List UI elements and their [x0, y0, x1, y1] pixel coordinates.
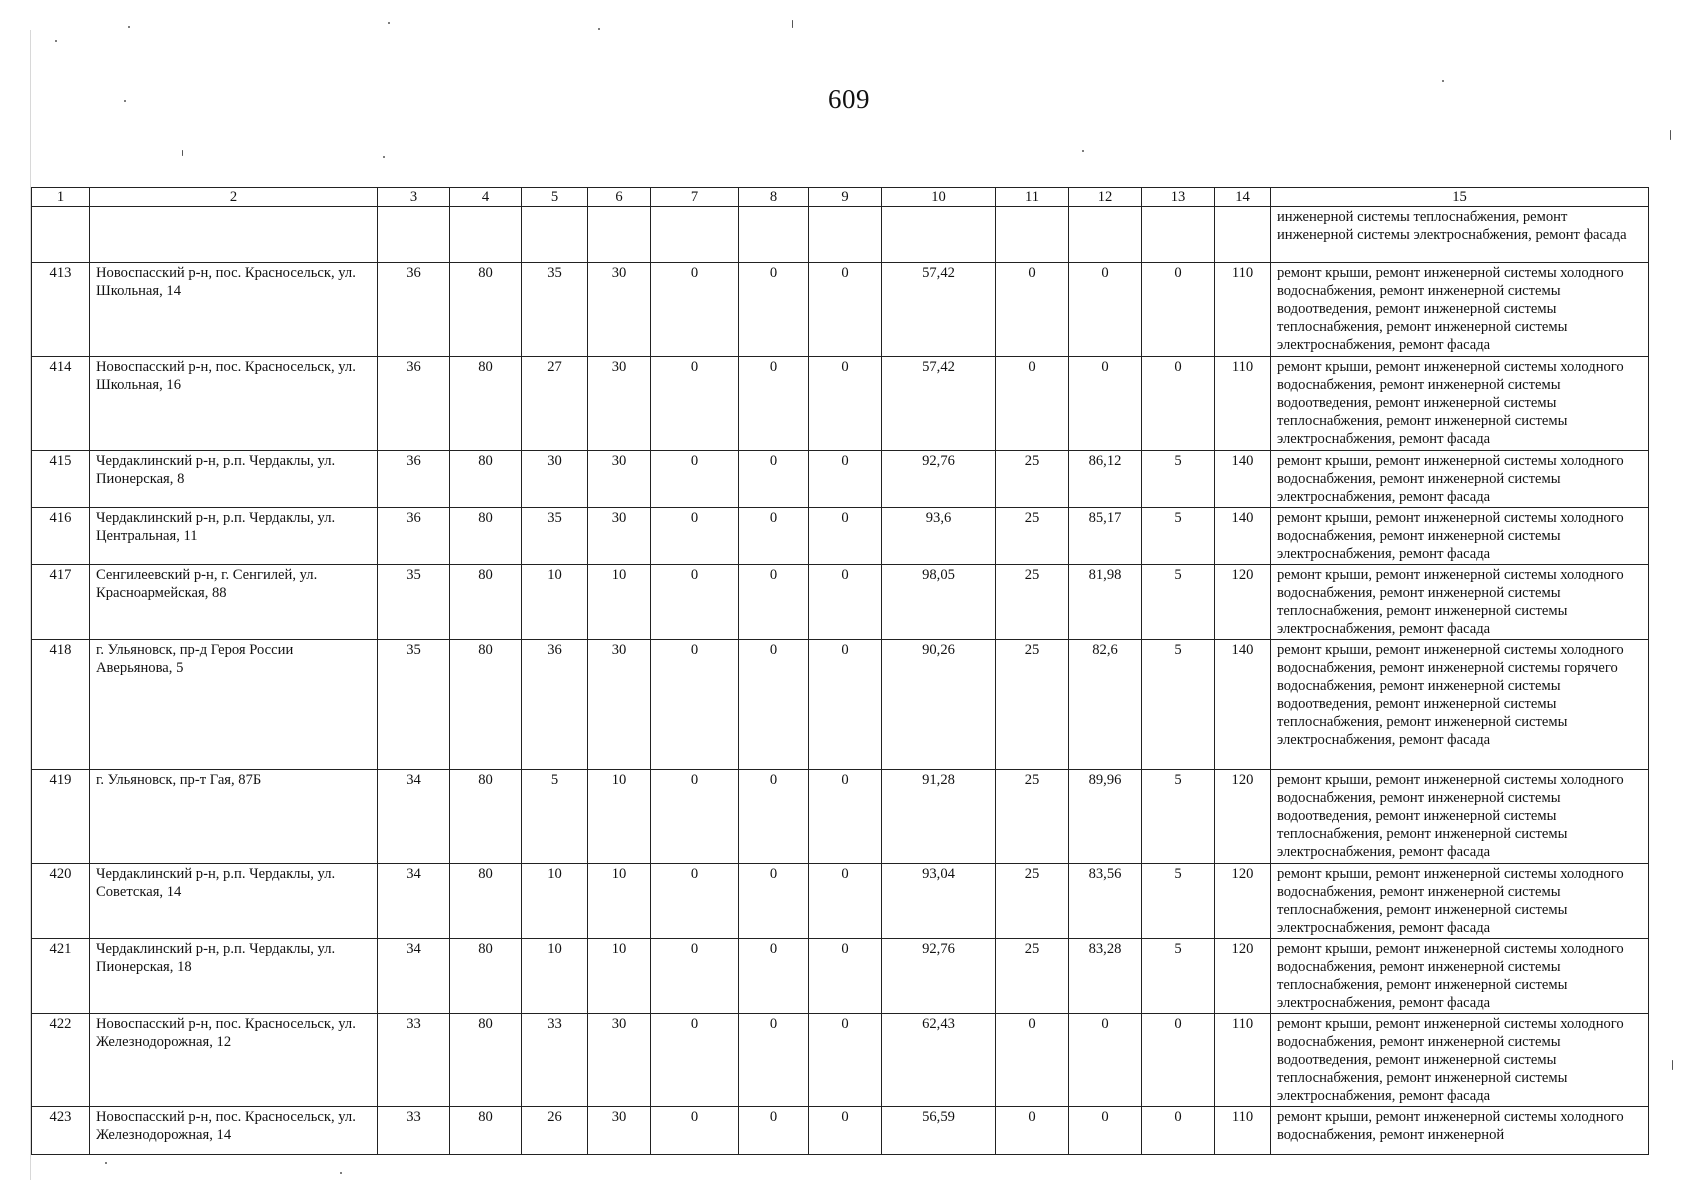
value-cell — [588, 207, 651, 263]
row-number-cell: 415 — [32, 451, 90, 508]
value-cell: 0 — [739, 451, 809, 508]
value-cell: 57,42 — [882, 357, 996, 451]
row-number-cell: 423 — [32, 1107, 90, 1155]
value-cell: 80 — [450, 864, 522, 939]
value-cell: 33 — [378, 1107, 450, 1155]
works-list-cell: ремонт крыши, ремонт инженерной системы холодного водоснабжения, ремонт инженерной системы горячего водоснабжения, ремонт инженерной системы водоотведения, ремонт инженерной системы теплоснабжения, ремонт инженерной системы электроснабжения, ремонт фасада — [1271, 640, 1649, 770]
works-list-cell: ремонт крыши, ремонт инженерной системы холодного водоснабжения, ремонт инженерной системы теплоснабжения, ремонт инженерной системы электроснабжения, ремонт фасада — [1271, 565, 1649, 640]
address-cell: Сенгилеевский р-н, г. Сенгилей, ул. Красноармейская, 88 — [90, 565, 378, 640]
value-cell: 0 — [809, 864, 882, 939]
value-cell: 30 — [588, 1107, 651, 1155]
value-cell: 0 — [651, 565, 739, 640]
value-cell: 5 — [1142, 770, 1215, 864]
value-cell: 10 — [522, 565, 588, 640]
value-cell: 5 — [1142, 640, 1215, 770]
column-number-row — [32, 188, 1649, 207]
scan-speck — [182, 150, 183, 156]
value-cell: 0 — [809, 1014, 882, 1107]
column-header: 9 — [809, 188, 882, 207]
value-cell: 0 — [1069, 357, 1142, 451]
table-row — [32, 207, 1649, 263]
column-header: 5 — [522, 188, 588, 207]
value-cell — [809, 207, 882, 263]
value-cell: 30 — [588, 1014, 651, 1107]
value-cell — [651, 207, 739, 263]
value-cell: 0 — [651, 1014, 739, 1107]
value-cell: 0 — [809, 770, 882, 864]
value-cell: 110 — [1215, 1107, 1271, 1155]
value-cell: 0 — [739, 1107, 809, 1155]
value-cell: 33 — [378, 1014, 450, 1107]
value-cell: 10 — [522, 939, 588, 1014]
value-cell: 0 — [651, 357, 739, 451]
value-cell: 0 — [809, 565, 882, 640]
works-list-cell: ремонт крыши, ремонт инженерной системы холодного водоснабжения, ремонт инженерной системы водоотведения, ремонт инженерной системы теплоснабжения, ремонт инженерной системы электроснабжения, ремонт фасада — [1271, 1014, 1649, 1107]
value-cell: 81,98 — [1069, 565, 1142, 640]
scan-speck — [340, 1172, 342, 1174]
value-cell: 10 — [588, 864, 651, 939]
table-row — [32, 864, 1649, 939]
value-cell: 34 — [378, 864, 450, 939]
value-cell: 10 — [588, 565, 651, 640]
value-cell: 36 — [378, 451, 450, 508]
value-cell: 0 — [996, 1107, 1069, 1155]
value-cell: 98,05 — [882, 565, 996, 640]
value-cell: 93,6 — [882, 508, 996, 565]
value-cell: 0 — [651, 1107, 739, 1155]
address-cell: Новоспасский р-н, пос. Красносельск, ул. Школьная, 14 — [90, 263, 378, 357]
table-row — [32, 939, 1649, 1014]
value-cell: 36 — [378, 263, 450, 357]
value-cell: 0 — [809, 939, 882, 1014]
value-cell: 10 — [588, 770, 651, 864]
value-cell: 120 — [1215, 864, 1271, 939]
value-cell: 89,96 — [1069, 770, 1142, 864]
value-cell: 0 — [651, 640, 739, 770]
row-number-cell: 413 — [32, 263, 90, 357]
value-cell: 62,43 — [882, 1014, 996, 1107]
scan-speck — [55, 40, 57, 42]
value-cell: 140 — [1215, 451, 1271, 508]
value-cell: 36 — [378, 357, 450, 451]
value-cell: 0 — [651, 939, 739, 1014]
value-cell: 93,04 — [882, 864, 996, 939]
value-cell: 80 — [450, 508, 522, 565]
value-cell: 140 — [1215, 640, 1271, 770]
value-cell: 34 — [378, 770, 450, 864]
value-cell: 0 — [1069, 1107, 1142, 1155]
value-cell: 0 — [809, 508, 882, 565]
value-cell: 5 — [1142, 451, 1215, 508]
value-cell: 0 — [739, 1014, 809, 1107]
address-cell — [90, 207, 378, 263]
column-header: 2 — [90, 188, 378, 207]
value-cell: 25 — [996, 565, 1069, 640]
value-cell: 0 — [739, 640, 809, 770]
value-cell: 25 — [996, 939, 1069, 1014]
value-cell: 0 — [1142, 357, 1215, 451]
value-cell: 0 — [1142, 1107, 1215, 1155]
value-cell: 5 — [522, 770, 588, 864]
column-header: 14 — [1215, 188, 1271, 207]
value-cell: 80 — [450, 357, 522, 451]
table-row — [32, 451, 1649, 508]
works-list-cell: ремонт крыши, ремонт инженерной системы холодного водоснабжения, ремонт инженерной системы электроснабжения, ремонт фасада — [1271, 508, 1649, 565]
value-cell: 86,12 — [1069, 451, 1142, 508]
address-cell: Чердаклинский р-н, р.п. Чердаклы, ул. Пионерская, 8 — [90, 451, 378, 508]
value-cell: 0 — [739, 263, 809, 357]
value-cell: 92,76 — [882, 451, 996, 508]
value-cell: 0 — [739, 565, 809, 640]
address-cell: Чердаклинский р-н, р.п. Чердаклы, ул. Пионерская, 18 — [90, 939, 378, 1014]
value-cell: 30 — [588, 357, 651, 451]
value-cell: 0 — [996, 357, 1069, 451]
value-cell: 0 — [739, 864, 809, 939]
value-cell: 33 — [522, 1014, 588, 1107]
value-cell — [739, 207, 809, 263]
value-cell: 80 — [450, 939, 522, 1014]
value-cell: 0 — [1069, 1014, 1142, 1107]
column-header: 11 — [996, 188, 1069, 207]
value-cell: 5 — [1142, 565, 1215, 640]
table-row — [32, 770, 1649, 864]
scan-speck — [128, 26, 130, 28]
address-cell: Новоспасский р-н, пос. Красносельск, ул. Школьная, 16 — [90, 357, 378, 451]
row-number-cell: 416 — [32, 508, 90, 565]
value-cell: 35 — [378, 640, 450, 770]
value-cell: 80 — [450, 263, 522, 357]
column-header: 6 — [588, 188, 651, 207]
value-cell — [882, 207, 996, 263]
row-number-cell: 420 — [32, 864, 90, 939]
value-cell: 80 — [450, 1107, 522, 1155]
row-number-cell: 421 — [32, 939, 90, 1014]
value-cell: 80 — [450, 451, 522, 508]
value-cell: 0 — [651, 451, 739, 508]
value-cell: 5 — [1142, 939, 1215, 1014]
row-number-cell: 422 — [32, 1014, 90, 1107]
value-cell: 56,59 — [882, 1107, 996, 1155]
column-header: 4 — [450, 188, 522, 207]
column-header: 3 — [378, 188, 450, 207]
value-cell: 5 — [1142, 508, 1215, 565]
value-cell: 0 — [809, 451, 882, 508]
value-cell: 80 — [450, 1014, 522, 1107]
page-number: 609 — [828, 84, 870, 114]
column-header: 8 — [739, 188, 809, 207]
value-cell: 36 — [378, 508, 450, 565]
value-cell: 91,28 — [882, 770, 996, 864]
value-cell: 0 — [1142, 1014, 1215, 1107]
value-cell — [522, 207, 588, 263]
table-row — [32, 1107, 1649, 1155]
value-cell — [378, 207, 450, 263]
value-cell: 140 — [1215, 508, 1271, 565]
value-cell: 110 — [1215, 1014, 1271, 1107]
address-cell: г. Ульяновск, пр-д Героя России Аверьянова, 5 — [90, 640, 378, 770]
row-number-cell: 414 — [32, 357, 90, 451]
value-cell: 34 — [378, 939, 450, 1014]
works-list-cell: ремонт крыши, ремонт инженерной системы холодного водоснабжения, ремонт инженерной системы теплоснабжения, ремонт инженерной системы электроснабжения, ремонт фасада — [1271, 939, 1649, 1014]
table-row — [32, 565, 1649, 640]
value-cell — [1215, 207, 1271, 263]
table-row — [32, 1014, 1649, 1107]
value-cell: 0 — [1142, 263, 1215, 357]
value-cell: 0 — [651, 770, 739, 864]
column-header: 10 — [882, 188, 996, 207]
column-header: 13 — [1142, 188, 1215, 207]
scan-speck — [388, 22, 390, 24]
value-cell: 80 — [450, 565, 522, 640]
scan-speck — [1670, 130, 1671, 140]
value-cell: 36 — [522, 640, 588, 770]
repair-program-table — [31, 187, 1649, 1155]
value-cell: 0 — [739, 939, 809, 1014]
scan-speck — [105, 1162, 107, 1164]
value-cell — [996, 207, 1069, 263]
row-number-cell: 418 — [32, 640, 90, 770]
table-row — [32, 263, 1649, 357]
scan-speck — [124, 100, 126, 102]
value-cell: 35 — [522, 263, 588, 357]
scan-speck — [383, 156, 385, 158]
value-cell: 25 — [996, 451, 1069, 508]
value-cell: 0 — [809, 357, 882, 451]
value-cell: 26 — [522, 1107, 588, 1155]
table-row — [32, 640, 1649, 770]
scan-speck — [1442, 80, 1444, 82]
value-cell: 80 — [450, 640, 522, 770]
value-cell: 83,56 — [1069, 864, 1142, 939]
column-header: 12 — [1069, 188, 1142, 207]
scan-speck — [792, 20, 793, 28]
row-number-cell: 417 — [32, 565, 90, 640]
value-cell: 27 — [522, 357, 588, 451]
value-cell: 120 — [1215, 939, 1271, 1014]
works-list-cell: ремонт крыши, ремонт инженерной системы холодного водоснабжения, ремонт инженерной системы водоотведения, ремонт инженерной системы теплоснабжения, ремонт инженерной системы электроснабжения, ремонт фасада — [1271, 770, 1649, 864]
value-cell: 0 — [651, 508, 739, 565]
value-cell: 30 — [588, 508, 651, 565]
address-cell: Чердаклинский р-н, р.п. Чердаклы, ул. Центральная, 11 — [90, 508, 378, 565]
value-cell: 10 — [588, 939, 651, 1014]
value-cell: 35 — [522, 508, 588, 565]
value-cell: 35 — [378, 565, 450, 640]
value-cell: 0 — [651, 864, 739, 939]
value-cell: 0 — [809, 263, 882, 357]
value-cell: 83,28 — [1069, 939, 1142, 1014]
value-cell: 25 — [996, 508, 1069, 565]
value-cell: 5 — [1142, 864, 1215, 939]
address-cell: Новоспасский р-н, пос. Красносельск, ул. Железнодорожная, 12 — [90, 1014, 378, 1107]
column-header: 7 — [651, 188, 739, 207]
value-cell: 82,6 — [1069, 640, 1142, 770]
value-cell — [450, 207, 522, 263]
value-cell: 25 — [996, 864, 1069, 939]
value-cell: 10 — [522, 864, 588, 939]
value-cell: 92,76 — [882, 939, 996, 1014]
value-cell: 0 — [809, 1107, 882, 1155]
row-number-cell: 419 — [32, 770, 90, 864]
value-cell: 0 — [1069, 263, 1142, 357]
row-number-cell — [32, 207, 90, 263]
works-list-cell: инженерной системы теплоснабжения, ремонт инженерной системы электроснабжения, ремонт фасада — [1271, 207, 1649, 263]
value-cell: 0 — [809, 640, 882, 770]
scan-speck — [1672, 1060, 1673, 1070]
value-cell: 0 — [651, 263, 739, 357]
value-cell: 85,17 — [1069, 508, 1142, 565]
value-cell: 0 — [739, 770, 809, 864]
works-list-cell: ремонт крыши, ремонт инженерной системы холодного водоснабжения, ремонт инженерной системы теплоснабжения, ремонт инженерной системы электроснабжения, ремонт фасада — [1271, 864, 1649, 939]
table-row — [32, 357, 1649, 451]
value-cell: 0 — [996, 263, 1069, 357]
value-cell: 0 — [996, 1014, 1069, 1107]
value-cell: 110 — [1215, 357, 1271, 451]
works-list-cell: ремонт крыши, ремонт инженерной системы холодного водоснабжения, ремонт инженерной системы водоотведения, ремонт инженерной системы теплоснабжения, ремонт инженерной системы электроснабжения, ремонт фасада — [1271, 357, 1649, 451]
scan-speck — [1082, 150, 1084, 152]
value-cell: 90,26 — [882, 640, 996, 770]
value-cell: 80 — [450, 770, 522, 864]
value-cell: 30 — [588, 640, 651, 770]
value-cell: 30 — [588, 263, 651, 357]
address-cell: г. Ульяновск, пр-т Гая, 87Б — [90, 770, 378, 864]
column-header: 1 — [32, 188, 90, 207]
column-header: 15 — [1271, 188, 1649, 207]
value-cell: 30 — [522, 451, 588, 508]
value-cell — [1069, 207, 1142, 263]
scan-speck — [598, 28, 600, 30]
address-cell: Чердаклинский р-н, р.п. Чердаклы, ул. Советская, 14 — [90, 864, 378, 939]
value-cell: 30 — [588, 451, 651, 508]
works-list-cell: ремонт крыши, ремонт инженерной системы холодного водоснабжения, ремонт инженерной — [1271, 1107, 1649, 1155]
value-cell: 25 — [996, 640, 1069, 770]
works-list-cell: ремонт крыши, ремонт инженерной системы холодного водоснабжения, ремонт инженерной системы водоотведения, ремонт инженерной системы теплоснабжения, ремонт инженерной системы электроснабжения, ремонт фасада — [1271, 263, 1649, 357]
table-row — [32, 508, 1649, 565]
value-cell: 57,42 — [882, 263, 996, 357]
value-cell: 120 — [1215, 770, 1271, 864]
value-cell — [1142, 207, 1215, 263]
value-cell: 120 — [1215, 565, 1271, 640]
value-cell: 25 — [996, 770, 1069, 864]
address-cell: Новоспасский р-н, пос. Красносельск, ул. Железнодорожная, 14 — [90, 1107, 378, 1155]
value-cell: 0 — [739, 508, 809, 565]
value-cell: 110 — [1215, 263, 1271, 357]
works-list-cell: ремонт крыши, ремонт инженерной системы холодного водоснабжения, ремонт инженерной системы электроснабжения, ремонт фасада — [1271, 451, 1649, 508]
value-cell: 0 — [739, 357, 809, 451]
